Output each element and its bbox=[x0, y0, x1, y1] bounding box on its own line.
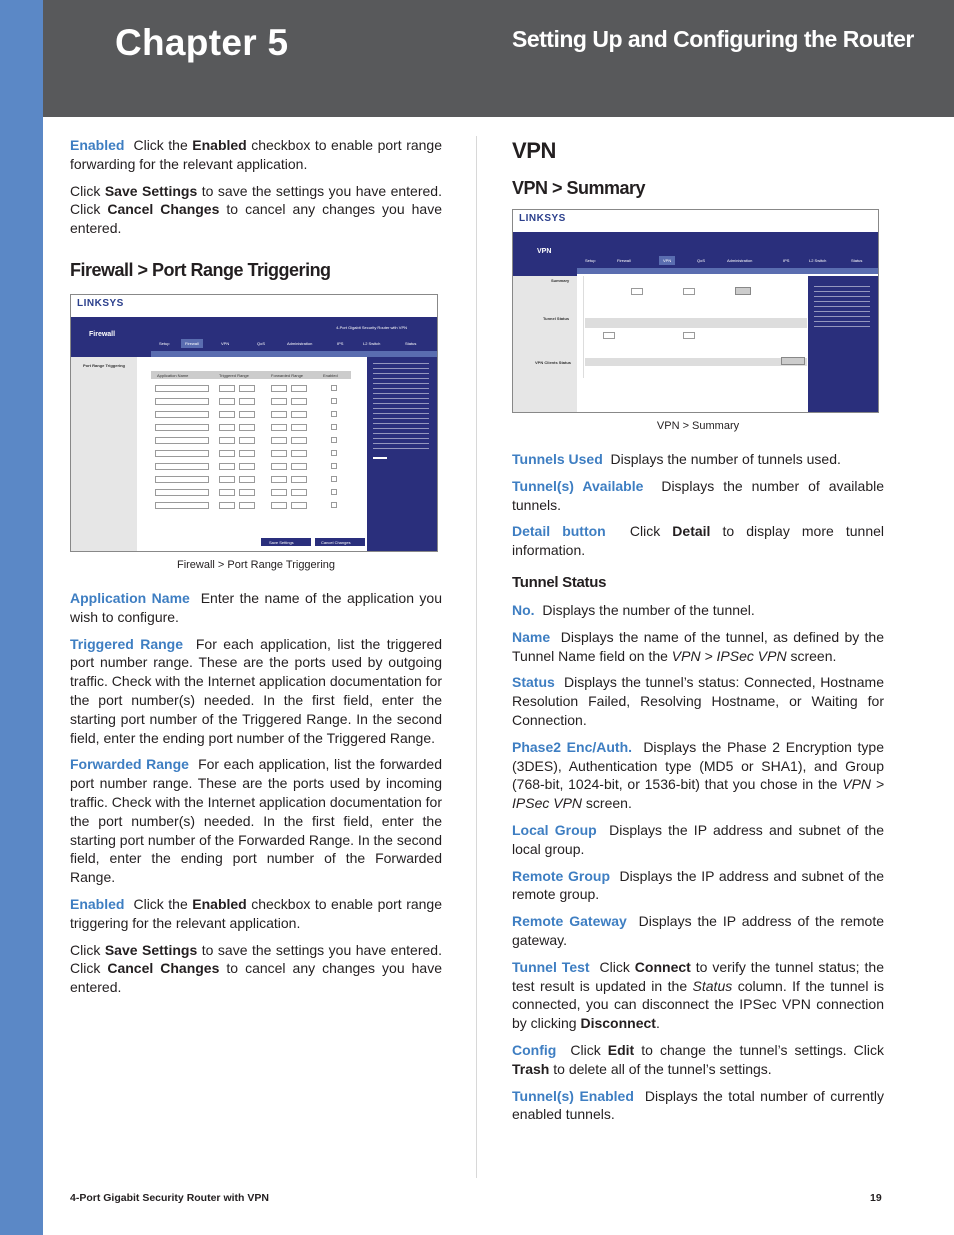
screenshot-subtabs bbox=[577, 268, 878, 274]
screenshot-cancel-button: Cancel Changes bbox=[315, 538, 365, 546]
screenshot-input-box bbox=[239, 411, 255, 418]
screenshot-input-box bbox=[219, 463, 235, 470]
para-phase2: Phase2 Enc/Auth. Displays the Phase 2 Encryption type (3DES), Authentication type (MD5 or SHA1), and Group (768-bit, 1024-bit, or 1536-bit) that you chose in the VPN > IPSec VPN screen. bbox=[512, 738, 884, 812]
para-tunnels-used: Tunnels Used Displays the number of tunnels used. bbox=[512, 451, 841, 467]
screenshot-input-box bbox=[291, 463, 307, 470]
screenshot-input-box bbox=[219, 424, 235, 431]
para-local-group: Local Group Displays the IP address and subnet of the local group. bbox=[512, 821, 884, 857]
screenshot-input-box bbox=[219, 385, 235, 392]
footer-product: 4-Port Gigabit Security Router with VPN bbox=[70, 1192, 269, 1204]
screenshot-input-box bbox=[331, 489, 337, 495]
screenshot-input-box bbox=[271, 437, 287, 444]
screenshot-input-box bbox=[239, 502, 255, 509]
screenshot-input-box bbox=[331, 385, 337, 391]
screenshot-input-box bbox=[219, 476, 235, 483]
chapter-title: Chapter 5 bbox=[115, 22, 289, 63]
screenshot-input-box bbox=[219, 450, 235, 457]
screenshot-input-box bbox=[271, 450, 287, 457]
screenshot-input-box bbox=[291, 476, 307, 483]
screenshot-nav-label: Firewall bbox=[71, 317, 151, 357]
para-detail-button: Detail button Click Detail to display more tunnel information. bbox=[512, 523, 885, 559]
screenshot-input-box bbox=[271, 411, 287, 418]
screenshot-input-box bbox=[155, 385, 209, 392]
screenshot-input-box bbox=[271, 463, 287, 470]
para-name: Name Displays the name of the tunnel, as defined by the Tunnel Name field on the VPN > IPSec VPN screen. bbox=[512, 628, 884, 664]
screenshot-input-box bbox=[271, 502, 287, 509]
screenshot-input-box bbox=[331, 398, 337, 404]
para-status: Status Displays the tunnel’s status: Connected, Hostname Resolution Failed, Resolving Hostname, or Waiting for Connection. bbox=[512, 674, 884, 728]
para-tunnels-available: Tunnel(s) Available Displays the number of available tunnels. bbox=[512, 477, 884, 513]
screenshot-input-box bbox=[155, 398, 209, 405]
screenshot-input-box bbox=[331, 437, 337, 443]
screenshot-input-box bbox=[155, 437, 209, 444]
screenshot-left-panel: Summary Tunnel Status VPN Clients Status bbox=[513, 276, 577, 412]
screenshot-logo-bar bbox=[513, 210, 878, 232]
screenshot-tabs: Setup Firewall VPN QoS Administration IPS L2 Switch Status bbox=[577, 256, 878, 268]
screenshot-input-box bbox=[331, 424, 337, 430]
left-column bbox=[70, 136, 442, 1005]
screenshot-input-box bbox=[271, 385, 287, 392]
screenshot-input-box bbox=[239, 463, 255, 470]
para-remote-group: Remote Group Displays the IP address and subnet of the remote group. bbox=[512, 867, 885, 903]
page-header bbox=[43, 0, 954, 117]
column-divider bbox=[476, 136, 477, 1178]
screenshot-input-box bbox=[271, 476, 287, 483]
right-column bbox=[512, 136, 884, 1132]
screenshot-logo-bar bbox=[71, 295, 437, 317]
vpn-summary-heading: VPN > Summary bbox=[512, 178, 646, 198]
screenshot-input-box bbox=[271, 424, 287, 431]
para-application-name: Application Name Enter the name of the application you wish to configure. bbox=[70, 589, 443, 625]
para-enabled-forwarding: Enabled Click the Enabled checkbox to enable port range forwarding for the relevant application. bbox=[70, 137, 443, 172]
linksys-logo: LINKSYS bbox=[77, 297, 124, 309]
screenshot-input-box bbox=[219, 411, 235, 418]
screenshot-input-box bbox=[239, 437, 255, 444]
screenshot-input-box bbox=[271, 398, 287, 405]
screenshot-input-box bbox=[291, 437, 307, 444]
screenshot-tabs: Setup Firewall VPN QoS Administration IPS L2 Switch Status bbox=[151, 339, 437, 351]
para-forwarded-range: Forwarded Range For each application, list the forwarded port number range. These are the ports used by incoming traffic. Check with the Internet application documentation for the port number(s) needed. In the first field, enter the starting port number of the Forwarded Range. In the second field, enter the ending port number of the Forwarded Range. bbox=[70, 756, 442, 886]
screenshot-nav-label: VPN bbox=[513, 232, 577, 276]
para-no: No. Displays the number of the tunnel. bbox=[512, 601, 755, 618]
screenshot-input-box bbox=[219, 502, 235, 509]
screenshot-input-box bbox=[219, 437, 235, 444]
screenshot-input-box bbox=[155, 424, 209, 431]
para-enabled-triggering: Enabled Click the Enabled checkbox to enable port range triggering for the relevant application. bbox=[70, 895, 443, 931]
figure-caption: VPN > Summary bbox=[656, 420, 740, 432]
para-tunnels-enabled: Tunnel(s) Enabled Displays the total number of currently enabled tunnels. bbox=[512, 1087, 884, 1123]
screenshot-input-box bbox=[291, 424, 307, 431]
screenshot-input-box bbox=[239, 398, 255, 405]
screenshot-tunnel-header bbox=[585, 318, 807, 328]
screenshot-input-box bbox=[331, 450, 337, 456]
screenshot-left-panel: Port Range Triggering bbox=[71, 357, 137, 551]
screenshot-input-box bbox=[155, 411, 209, 418]
section-heading: Firewall > Port Range Triggering bbox=[70, 259, 331, 280]
screenshot-input-box bbox=[155, 463, 209, 470]
screenshot-input-box bbox=[239, 385, 255, 392]
screenshot-input-box bbox=[239, 450, 255, 457]
screenshot-input-box bbox=[291, 489, 307, 496]
para-config: Config Click Edit to change the tunnel’s settings. Click Trash to delete all of the tunnel’s settings. bbox=[512, 1041, 884, 1077]
section-title: Setting Up and Configuring the Router bbox=[512, 26, 914, 52]
para-triggered-range: Triggered Range For each application, list the triggered port number range. These are the ports used by outgoing traffic. Check with the Internet application documentation for the port number(s) needed. In the first field, enter the starting port number of the Triggered Range. In the second field, enter the ending port number of the Triggered Range. bbox=[70, 635, 443, 746]
linksys-logo: LINKSYS bbox=[519, 213, 566, 224]
screenshot-input-box bbox=[331, 476, 337, 482]
screenshot-input-box bbox=[291, 385, 307, 392]
page-number: 19 bbox=[870, 1192, 882, 1204]
screenshot-save-button: Save Settings bbox=[261, 538, 311, 546]
screenshot-clients-header bbox=[585, 358, 807, 366]
screenshot-input-box bbox=[291, 398, 307, 405]
term-label: Enabled bbox=[70, 137, 125, 153]
screenshot-input-box bbox=[291, 450, 307, 457]
screenshot-vpn-summary bbox=[512, 209, 879, 413]
left-color-band bbox=[0, 0, 43, 1235]
screenshot-product-bar: 4-Port Gigabit Security Router with VPN bbox=[151, 317, 437, 339]
tunnel-status-heading: Tunnel Status bbox=[512, 573, 607, 591]
screenshot-input-box bbox=[239, 476, 255, 483]
para-save-cancel-2: Click Save Settings to save the settings you have entered. Click Cancel Changes to cancel any changes you have entered. bbox=[70, 941, 442, 996]
screenshot-input-box bbox=[291, 411, 307, 418]
para-remote-gateway: Remote Gateway Displays the IP address of the remote gateway. bbox=[512, 913, 884, 948]
screenshot-input-box bbox=[331, 502, 337, 508]
screenshot-help-panel bbox=[808, 276, 878, 412]
screenshot-input-box bbox=[239, 489, 255, 496]
screenshot-input-box bbox=[331, 463, 337, 469]
screenshot-input-box bbox=[155, 502, 209, 509]
screenshot-input-box bbox=[239, 424, 255, 431]
screenshot-product-bar bbox=[577, 232, 878, 256]
screenshot-input-box bbox=[219, 489, 235, 496]
screenshot-port-range-triggering bbox=[70, 294, 438, 552]
para-tunnel-test: Tunnel Test Click Connect to verify the tunnel status; the test result is updated in the Status column. If the tunnel is connected, you can disconnect the IPSec VPN connection by clicking Disconnect. bbox=[512, 958, 884, 1032]
screenshot-table-header: Application Name Triggered Range Forwarded Range Enabled bbox=[151, 371, 351, 379]
para-save-cancel: Click Save Settings to save the settings you have entered. Click Cancel Changes to cancel any changes you have entered. bbox=[70, 182, 442, 237]
screenshot-input-box bbox=[331, 411, 337, 417]
figure-caption: Firewall > Port Range Triggering bbox=[176, 558, 336, 571]
screenshot-input-box bbox=[219, 398, 235, 405]
screenshot-input-box bbox=[155, 489, 209, 496]
screenshot-input-box bbox=[155, 450, 209, 457]
screenshot-input-box bbox=[271, 489, 287, 496]
screenshot-input-box bbox=[291, 502, 307, 509]
screenshot-help-panel bbox=[367, 357, 437, 551]
vpn-heading: VPN bbox=[512, 138, 557, 163]
screenshot-input-box bbox=[155, 476, 209, 483]
